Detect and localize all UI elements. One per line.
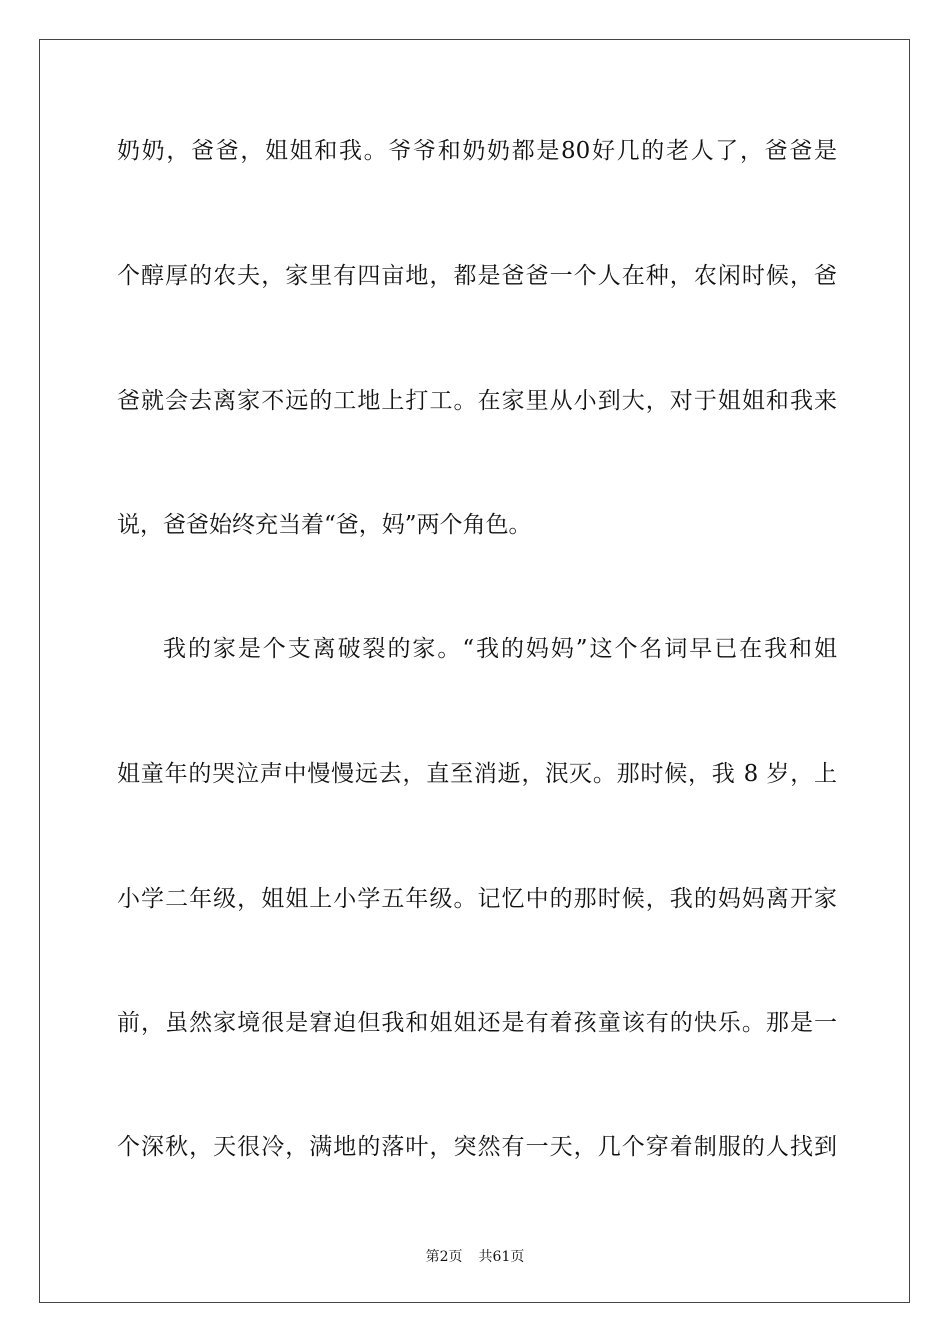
paragraph-line: 前，虽然家境很是窘迫但我和姐姐还是有着孩童该有的快乐。那是一 xyxy=(117,1010,837,1036)
paragraph-line: 爸就会去离家不远的工地上打工。在家里从小到大，对于姐姐和我来 xyxy=(117,388,837,414)
current-page-label: 第2页 xyxy=(425,1249,463,1265)
paragraph-line: 个醇厚的农夫，家里有四亩地，都是爸爸一个人在种，农闲时候，爸 xyxy=(117,263,837,289)
page-border xyxy=(39,39,910,1303)
paragraph-line: 奶奶，爸爸，姐姐和我。爷爷和奶奶都是80好几的老人了，爸爸是 xyxy=(117,138,837,164)
paragraph-line: 我的家是个支离破裂的家。“我的妈妈”这个名词早已在我和姐 xyxy=(163,636,837,662)
paragraph-line: 说，爸爸始终充当着“爸，妈”两个角色。 xyxy=(117,512,532,538)
paragraph-line: 小学二年级，姐姐上小学五年级。记忆中的那时候，我的妈妈离开家 xyxy=(117,886,837,912)
total-pages-label: 共61页 xyxy=(478,1249,525,1265)
paragraph-line: 姐童年的哭泣声中慢慢远去，直至消逝，泯灭。那时候，我 8 岁，上 xyxy=(117,761,837,787)
paragraph-line: 个深秋，天很冷，满地的落叶，突然有一天，几个穿着制服的人找到 xyxy=(117,1134,837,1160)
page-footer xyxy=(0,1247,950,1267)
